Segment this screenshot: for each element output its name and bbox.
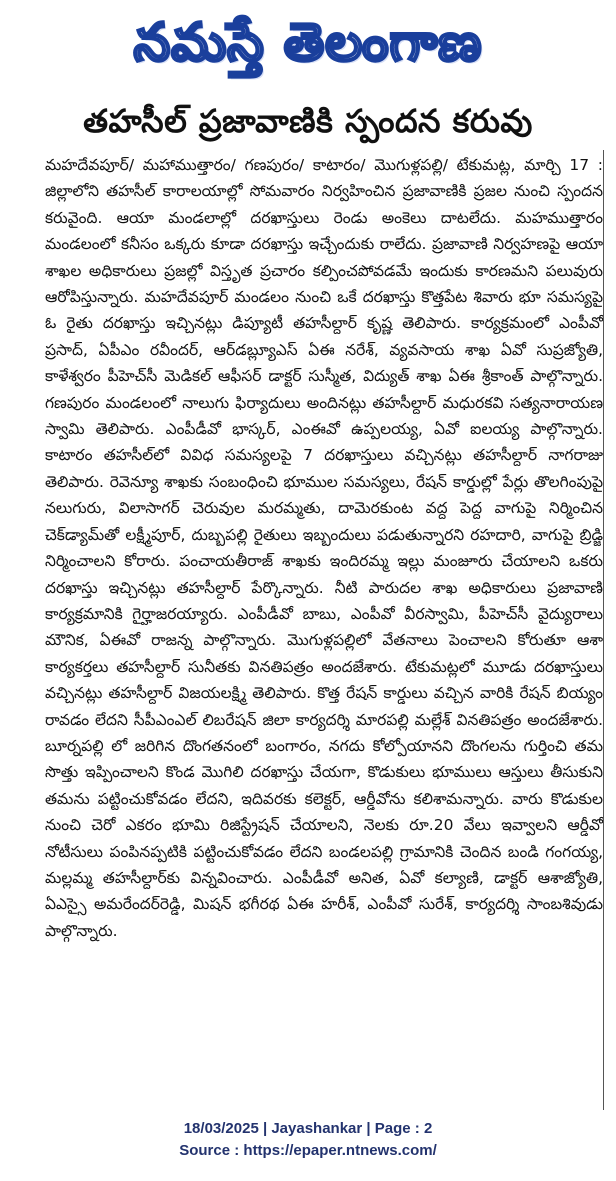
newspaper-logo: నమస్తే తెలంగాణ [133,13,483,73]
masthead [0,0,616,92]
source-link[interactable]: Source : https://epaper.ntnews.com/ [179,1142,437,1159]
edition-info: 18/03/2025 | Jayashankar | Page : 2 [183,1120,433,1137]
article-body [45,152,603,1112]
column-divider [603,150,604,1110]
page-footer [0,1118,616,1162]
article-headline: తహసీల్ ప్రజావాణికి స్పందన కరువు [83,102,533,140]
article-paragraph: మహదేవపూర్/ మహాముత్తారం/ గణపురం/ కాటారం/ మొగుళ్లపల్లి/ టేకుమట్ల, మార్చి 17 : జిల్లాలోని తహసీల్ కారాలయాల్లో సోమవారం నిర్వహించిన ప్రజావాణికి ప్రజల నుంచి స్పందన కరువైంది. ఆయా మండలాల్లో దరఖాస్తులు రెండు అంకెలు దాటలేదు. మహముత్తారం మండలంలో కనీసం ఒక్కరు కూడా దరఖాస్తు ఇచ్చేందుకు రాలేదు. ప్రజావాణి నిర్వహణపై ఆయా శాఖల అధికారులు ప్రజల్లో విస్తృత ప్రచారం కల్పించపోవడమే ఇందుకు కారణమని పలువురు ఆరోపిస్తున్నారు. మహదేవపూర్ మండలం నుంచి ఒకే దరఖాస్తు కొత్తపేట శివారు భూ సమస్యపై ఓ రైతు దరఖాస్తు ఇచ్చినట్లు డిప్యూటీ తహసీల్దార్ కృష్ణ తెలిపారు. కార్యక్రమంలో ఎంపీవో ప్రసాద్, ఏపీఎం రవీందర్, ఆర్‌డబ్ల్యూఎస్ ఏఈ నరేశ్, వ్యవసాయ శాఖ ఏవో సుప్రజ్యోతి, కాళేశ్వరం పీహెచ్‌సీ మెడికల్ ఆఫీసర్ డాక్టర్ సుస్మీత, విద్యుత్ శాఖ ఏఈ శ్రీకాంత్ పాల్గొన్నారు. గణపురం మండలంలో నాలుగు ఫిర్యాదులు అందినట్లు తహసీల్దార్ మధురకవి సత్యనారాయణ స్వామి తెలిపారు. ఎంపీడీవో భాస్కర్, ఎంఈవో ఉప్పలయ్య, ఏవో ఐలయ్య పాల్గొన్నారు. కాటారం తహసీల్‌లో వివిధ సమస్యలపై 7 దరఖాస్తులు వచ్చినట్లు తహసీల్దార్ నాగరాజు తెలిపారు. రెవెన్యూ శాఖకు సంబంధించి భూముల సమస్యలు, రేషన్ కార్డుల్లో పేర్లు తొలగింపుపై నలుగురు, విలాసాగర్ చెరువుల మరమ్మతు, దామెరకుంట వద్ద పెద్ద వాగుపై నిర్మించిన చెక్‌డ్యామ్‌తో లక్ష్మీపూర్, దుబ్బపల్లి రైతులు ఇబ్బందులు పడుతున్నారని రహదారి, వాగుపై బ్రిడ్జి నిర్మించాలని కోరారు. పంచాయతీరాజ్ శాఖకు ఇందిరమ్మ ఇల్లు మంజూరు చేయాలని ఒకరు దరఖాస్తు ఇచ్చినట్లు తహసీల్దార్ పేర్కొన్నారు. నీటి పారుదల శాఖ అధికారులు ప్రజావాణి కార్యక్రమానికి గైర్హాజరయ్యారు. ఎంపీడీవో బాబు, ఎంపీవో వీరస్వామి, పీహెచ్‌సీ వైద్యురాలు మౌనిక, ఏఈవో రాజన్న పాల్గొన్నారు. మొగుళ్లపల్లిలో వేతనాలు పెంచాలని కోరుతూ ఆశా కార్యకర్తలు తహసీల్దార్ సునీతకు వినతిపత్రం అందజేశారు. టేకుమట్లలో మూడు దరఖాస్తులు వచ్చినట్లు తహసీల్దార్ విజయలక్ష్మి తెలిపారు. కొత్త రేషన్ కార్డులు వచ్చిన వారికి రేషన్ బియ్యం రావడం లేదని సీపీఎంఎల్ లిబరేషన్ జిలా కార్యదర్శి మారపల్లి మల్లేశ్ వినతిపత్రం అందజేశారు. బూర్నపల్లి లో జరిగిన దొంగతనంలో బంగారం, నగదు కోల్పోయానని దొంగలను గుర్తించి తమ సొత్తు ఇప్పించాలని కొండ మొగిలి దరఖాస్తు చేయగా, కొడుకులు భూములు ఆస్తులు తీసుకుని తమను పట్టించుకోవడం లేదని, ఇదివరకు కలెక్టర్, ఆర్డీవోను కలిశామన్నారు. వారు కొడుకుల నుంచి చెరో ఎకరం భూమి రిజిస్ట్రేషన్ చేయాలని, నెలకు రూ.20 వేలు ఇవ్వాలని ఆర్డీవో నోటీసులు పంపినప్పటికి పట్టించుకోవడం లేదని బండలపల్లి గ్రామానికి చెందిన బండి గంగయ్య, మల్లమ్మ తహసీల్దార్‌కు విన్నవించారు. ఎంపీడీవో అనిత, ఏవో కల్యాణి, డాక్టర్ ఆశాజ్యోతి, ఏఎస్సై అమరేందర్‌రెడ్డి, మిషన్ భగీరథ ఏఈ హరీశ్, ఎంపీవో సురేశ్, కార్యదర్శి సాంబశివుడు పాల్గొన్నారు. [45,156,603,940]
